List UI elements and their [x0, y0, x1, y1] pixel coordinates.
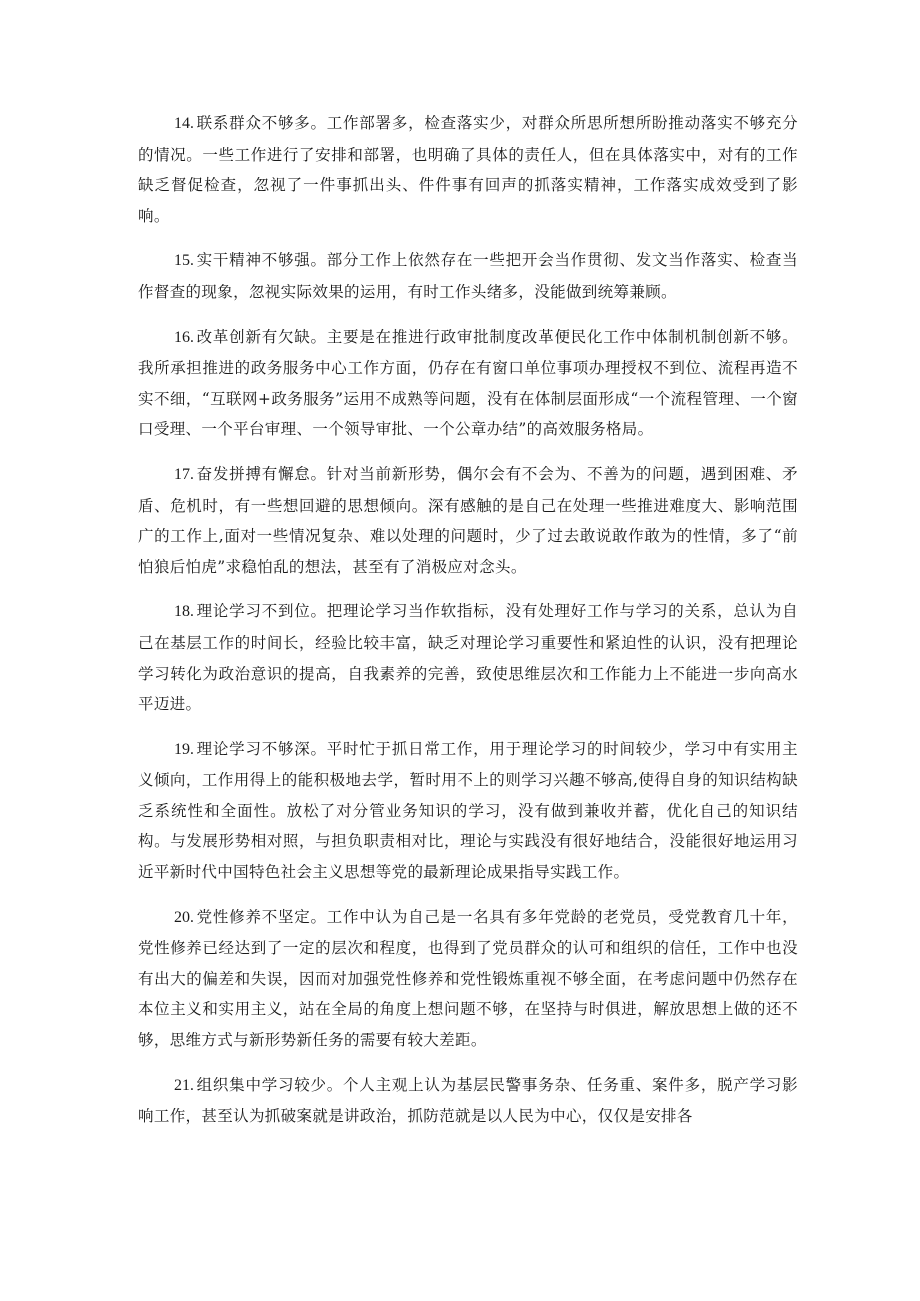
- paragraph-14: 14. 联系群众不够多。工作部署多，检查落实少，对群众所思所想所盼推动落实不够充分的情况。一些工作进行了安排和部署，也明确了具体的责任人，但在具体落实中，对有的工作缺乏督促检查，忽视了一件事抓出头、件件事有回声的抓落实精神，工作落实成效受到了影响。: [138, 114, 798, 225]
- paragraph-text: 改革创新有欠缺。主要是在推进行政审批制度改革便民化工作中体制机制创新不够。我所承担推进的政务服务中心工作方面，仍存在有窗口单位事项办理授权不到位、流程再造不实不细，“互联网+政务服务”运用不成熟等问题，没有在体制层面形成“一个流程管理、一个窗口受理、一个平台审理、一个领导审批、一个公章办结”的高效服务格局。: [138, 327, 798, 439]
- paragraph-number: 21: [174, 1076, 190, 1094]
- paragraph-text: 实干精神不够强。部分工作上依然存在一些把开会当作贯彻、发文当作落实、检查当作督查的现象，忽视实际效果的运用，有时工作头绪多，没能做到统筹兼顾。: [138, 251, 798, 301]
- paragraph-text: 理论学习不够深。平时忙于抓日常工作，用于理论学习的时间较少，学习中有实用主义倾向，工作用得上的能积极地去学，暂时用不上的则学习兴趣不够高,使得自身的知识结构缺乏系统性和全面性。放松了对分管业务知识的学习，没有做到兼收并蓄，优化自己的知识结构。与发展形势相对照，与担负职责相对比，理论与实践没有很好地结合，没能很好地运用习近平新时代中国特色社会主义思想等党的最新理论成果指导实践工作。: [138, 739, 798, 882]
- paragraph-19: 19. 理论学习不够深。平时忙于抓日常工作，用于理论学习的时间较少，学习中有实用主义倾向，工作用得上的能积极地去学，暂时用不上的则学习兴趣不够高,使得自身的知识结构缺乏系统性和全面性。放松了对分管业务知识的学习，没有做到兼收并蓄，优化自己的知识结构。与发展形势相对照，与担负职责相对比，理论与实践没有很好地结合，没能很好地运用习近平新时代中国特色社会主义思想等党的最新理论成果指导实践工作。: [138, 739, 798, 882]
- paragraph-number: 15: [174, 252, 190, 270]
- paragraph-number: 17: [174, 465, 190, 483]
- paragraph-text: 奋发拼搏有懈怠。针对当前新形势，偶尔会有不会为、不善为的问题，遇到困难、矛盾、危机时，有一些想回避的思想倾向。深有感触的是自己在处理一些推进难度大、影响范围广的工作上,面对一些情况复杂、难以处理的问题时，少了过去敢说敢作敢为的性情，多了“前怕狼后怕虎”求稳怕乱的想法，甚至有了消极应对念头。: [138, 464, 798, 576]
- paragraph-20: 20. 党性修养不坚定。工作中认为自己是一名具有多年党龄的老党员，受党教育几十年，党性修养已经达到了一定的层次和程度，也得到了党员群众的认可和组织的信任，工作中也没有出大的偏差和失误，因而对加强党性修养和党性锻炼重视不够全面，在考虑问题中仍然存在本位主义和实用主义，站在全局的角度上想问题不够，在坚持与时俱进，解放思想上做的还不够，思维方式与新形势新任务的需要有较大差距。: [138, 907, 798, 1050]
- paragraph-16: 16. 改革创新有欠缺。主要是在推进行政审批制度改革便民化工作中体制机制创新不够。我所承担推进的政务服务中心工作方面，仍存在有窗口单位事项办理授权不到位、流程再造不实不细，“互联网+政务服务”运用不成熟等问题，没有在体制层面形成“一个流程管理、一个窗口受理、一个平台审理、一个领导审批、一个公章办结”的高效服务格局。: [138, 327, 798, 439]
- paragraph-number: 14: [174, 115, 190, 132]
- paragraph-21: 21. 组织集中学习较少。个人主观上认为基层民警事务杂、任务重、案件多，脱产学习影响工作，甚至认为抓破案就是讲政治，抓防范就是以人民为中心，仅仅是安排各: [138, 1075, 798, 1126]
- paragraph-18: 18. 理论学习不到位。把理论学习当作软指标，没有处理好工作与学习的关系，总认为自己在基层工作的时间长，经验比较丰富，缺乏对理论学习重要性和紧迫性的认识，没有把理论学习转化为政治意识的提高，自我素养的完善，致使思维层次和工作能力上不能进一步向高水平迈进。: [138, 602, 798, 714]
- paragraph-text: 组织集中学习较少。个人主观上认为基层民警事务杂、任务重、案件多，脱产学习影响工作，甚至认为抓破案就是讲政治，抓防范就是以人民为中心，仅仅是安排各: [138, 1075, 798, 1126]
- paragraph-text: 理论学习不到位。把理论学习当作软指标，没有处理好工作与学习的关系，总认为自己在基层工作的时间长，经验比较丰富，缺乏对理论学习重要性和紧迫性的认识，没有把理论学习转化为政治意识的提高，自我素养的完善，致使思维层次和工作能力上不能进一步向高水平迈进。: [138, 602, 798, 714]
- paragraph-number: 16: [174, 328, 190, 346]
- paragraph-text: 联系群众不够多。工作部署多，检查落实少，对群众所思所想所盼推动落实不够充分的情况。一些工作进行了安排和部署，也明确了具体的责任人，但在具体落实中，对有的工作缺乏督促检查，忽视了一件事抓出头、件件事有回声的抓落实精神，工作落实成效受到了影响。: [138, 114, 798, 225]
- paragraph-text: 党性修养不坚定。工作中认为自己是一名具有多年党龄的老党员，受党教育几十年，党性修养已经达到了一定的层次和程度，也得到了党员群众的认可和组织的信任，工作中也没有出大的偏差和失误，因而对加强党性修养和党性锻炼重视不够全面，在考虑问题中仍然存在本位主义和实用主义，站在全局的角度上想问题不够，在坚持与时俱进，解放思想上做的还不够，思维方式与新形势新任务的需要有较大差距。: [138, 907, 798, 1050]
- paragraph-number: 18: [174, 603, 190, 621]
- paragraph-17: 17. 奋发拼搏有懈怠。针对当前新形势，偶尔会有不会为、不善为的问题，遇到困难、矛盾、危机时，有一些想回避的思想倾向。深有感触的是自己在处理一些推进难度大、影响范围广的工作上,面对一些情况复杂、难以处理的问题时，少了过去敢说敢作敢为的性情，多了“前怕狼后怕虎”求稳怕乱的想法，甚至有了消极应对念头。: [138, 464, 798, 576]
- document-body: [138, 108, 798, 1146]
- paragraph-15: 15. 实干精神不够强。部分工作上依然存在一些把开会当作贯彻、发文当作落实、检查当作督查的现象，忽视实际效果的运用，有时工作头绪多，没能做到统筹兼顾。: [138, 251, 798, 301]
- paragraph-number: 19: [174, 740, 190, 758]
- paragraph-number: 20: [174, 908, 190, 926]
